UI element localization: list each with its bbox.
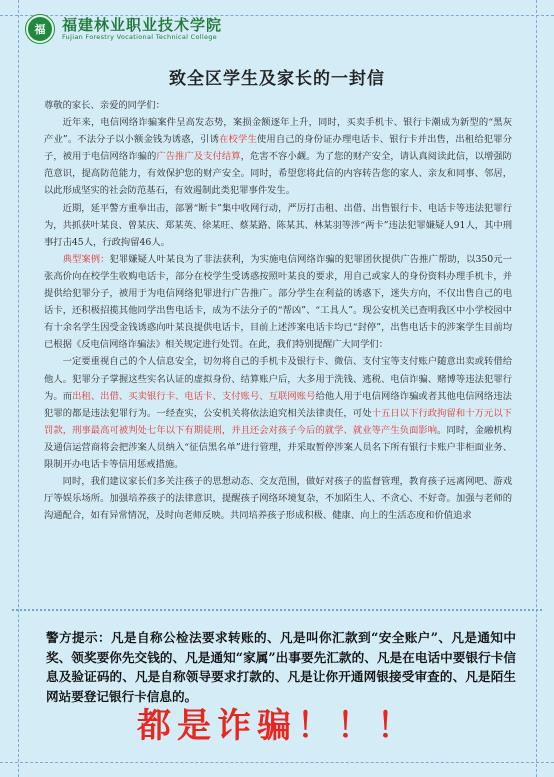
highlight-advertising: 广告推广及支付结算	[156, 151, 241, 163]
fraud-conclusion: 都是诈骗！！！	[137, 706, 417, 746]
highlight-students: 在校学生	[219, 134, 257, 146]
letter-title: 致全区学生及家长的一封信	[169, 69, 385, 89]
letter-body	[44, 97, 512, 524]
guide-line-right	[536, 0, 537, 777]
paragraph-crackdown: 近期，延平警方重拳出击，部署“断卡”集中收网行动，严厉打击租、出借、出售银行卡、电话卡等违法犯罪行为，共抓获叶某良、曾某庆、郑某英、徐某旺、蔡某路、陈某其、林某羽等涉“两卡”违法犯罪嫌疑人91人，其中刑事打击45人，行政拘留46人。	[44, 202, 512, 248]
police-warning	[46, 628, 516, 706]
paragraph-advice: 同时，我们建议家长们多关注孩子的思想动态、交友范围，做好对孩子的监督管理，教育孩子远离网吧、游戏厅等娱乐场所。加强培养孩子的法律意识，提醒孩子网络环境复杂，不加陌生人、不贪心、不好奇。加强与老师的沟通配合，如有异常情况，及时向老师反映。共同培养孩子形成积极、健康、向上的生活态度和价值追求	[44, 476, 512, 522]
warning-label: 警方提示：	[46, 630, 112, 645]
school-logo-icon: 福	[26, 15, 54, 43]
highlight-penalties: 十五日以下行政拘留和十万元以下罚款，刑事最高可被判处七年以下有期徒刑，并且还会对孩子今后的就学、就业等产生负面影响	[44, 407, 512, 436]
guide-line-left	[18, 0, 19, 777]
highlight-illegal-acts: 出租、出借、买卖银行卡、电话卡、支付账号、互联网账号	[72, 390, 316, 402]
paragraph-case: 典型案例：犯罪嫌疑人叶某良为了非法获利，为实施电信网络诈骗的犯罪团伙提供广告推广帮助，以350元一张高价向在校学生收购电话卡，部分在校学生受诱惑按照叶某良的要求，用自己或家人的身份资料办理手机卡，并提供给犯罪分子，被用于为电信网络犯罪进行广告推广。部分学生在利益的诱惑下，迷失方向，不仅出售自己的电话卡，还积极招揽其他同学出售电话卡，成为不法分子的“帮凶”、“工具人”。现公安机关已查明我区中小学校园中有十余名学生因受金钱诱惑向叶某良提供电话卡，目前上述涉案电话卡均已“封停”，出售电话卡的涉案学生目前均已根据《反电信网络诈骗法》相关规定进行处罚。在此，我们特别提醒广大同学们：	[44, 253, 512, 351]
school-name-en: Fujian Forestry Vocational Technical College	[62, 32, 217, 41]
section-divider	[12, 609, 542, 611]
school-name-cn: 福建林业职业技术学院	[62, 15, 223, 34]
school-name	[62, 17, 222, 42]
paragraph-intro: 近年来，电信网络诈骗案件呈高发态势，案损金额逐年上升，同时，买卖手机卡、银行卡潮成为新型的“黑灰产业”。不法分子以小额金钱为诱惑，引诱在校学生使用自己的身份证办理电话卡、银行卡并出售，出租给犯罪分子，被用于电信网络诈骗的广告推广及支付结算，危害不容小觑。为了您的财产安全，请认真阅读此信，以增强防范意识，提高防范能力，有效保护您的财产安全。同时，希望您将此信的内容转告您的家人、亲友和同事、邻居，以此形成坚实的社会防范基石，有效遏制此类犯罪事件发生。	[44, 117, 512, 197]
guide-line-bottom	[0, 762, 554, 763]
salutation: 尊敬的家长、亲爱的同学们：	[44, 100, 165, 111]
paragraph-security: 一定要重视自己的个人信息安全，切勿将自己的手机卡及银行卡、微信、支付宝等支付账户随意出卖或转借给他人。犯罪分子掌握这些实名认证的虚拟身份、结算账户后，大多用于洗钱、逃税、电信诈骗、赌博等违法犯罪行为。而出租、出借、买卖银行卡、电话卡、支付账号、互联网账号给他人用于电信网络诈骗或者其他电信网络违法犯罪的都是违法犯罪行为。一经查实，公安机关将依法追究相关法律责任，可处十五日以下行政拘留和十万元以下罚款，刑事最高可被判处七年以下有期徒刑，并且还会对孩子今后的就学、就业等产生负面影响。同时，金融机构及通信运营商将会把涉案人员纳入“征信黑名单”进行管理，并采取暂停涉案人员名下所有银行卡账户非柜面业务、限制开办电话卡等信用惩戒措施。	[44, 356, 512, 470]
case-label: 典型案例：	[62, 253, 110, 265]
warning-text: 凡是自称公检法要求转账的、凡是叫你汇款到“安全账户”、凡是通知中奖、领奖要你先交钱的、凡是通知“家属”出事要先汇款的、凡是在电话中要银行卡信息及验证码的、凡是自称领导要求打款的、凡是让你开通网银接受审查的、凡是陌生网站要登记银行卡信息的。	[46, 630, 516, 704]
school-header	[26, 12, 222, 46]
